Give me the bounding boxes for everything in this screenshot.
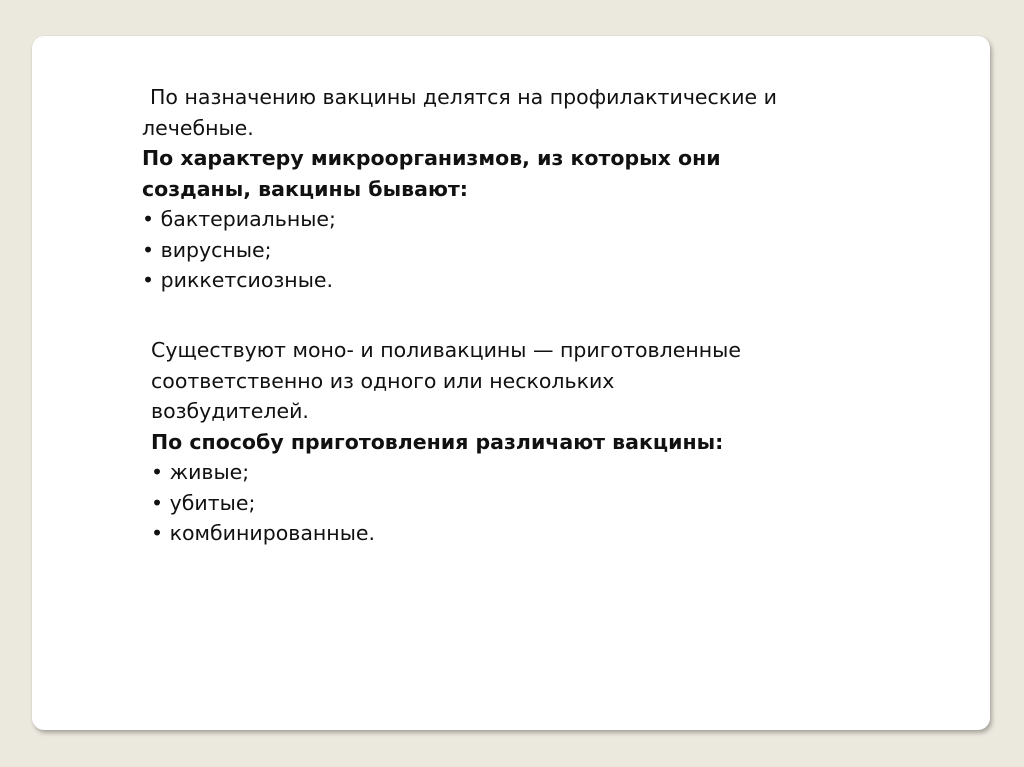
list-item: • комбинированные.: [151, 521, 376, 545]
list-item: • убитые;: [151, 490, 256, 515]
text-block-preparation: [151, 335, 931, 549]
intro-line: возбудителей.: [151, 399, 309, 423]
text-block-purpose: [142, 82, 952, 296]
section-heading: созданы, вакцины бывают:: [142, 176, 468, 201]
list-item: • бактериальные;: [142, 207, 336, 231]
section-heading: По способу приготовления различают вакцины:: [151, 429, 724, 454]
intro-line: Существуют моно- и поливакцины — приготовленные: [151, 338, 741, 362]
list-item: • живые;: [151, 460, 250, 484]
list-item: • риккетсиозные.: [142, 268, 334, 292]
intro-line: лечебные.: [142, 115, 254, 140]
section-heading: По характеру микроорганизмов, из которых они: [142, 146, 721, 170]
intro-line: По назначению вакцины делятся на профилактические и: [150, 85, 777, 109]
slide-card: [32, 36, 990, 730]
list-item: • вирусные;: [142, 237, 272, 262]
intro-line: соответственно из одного или нескольких: [151, 368, 615, 393]
